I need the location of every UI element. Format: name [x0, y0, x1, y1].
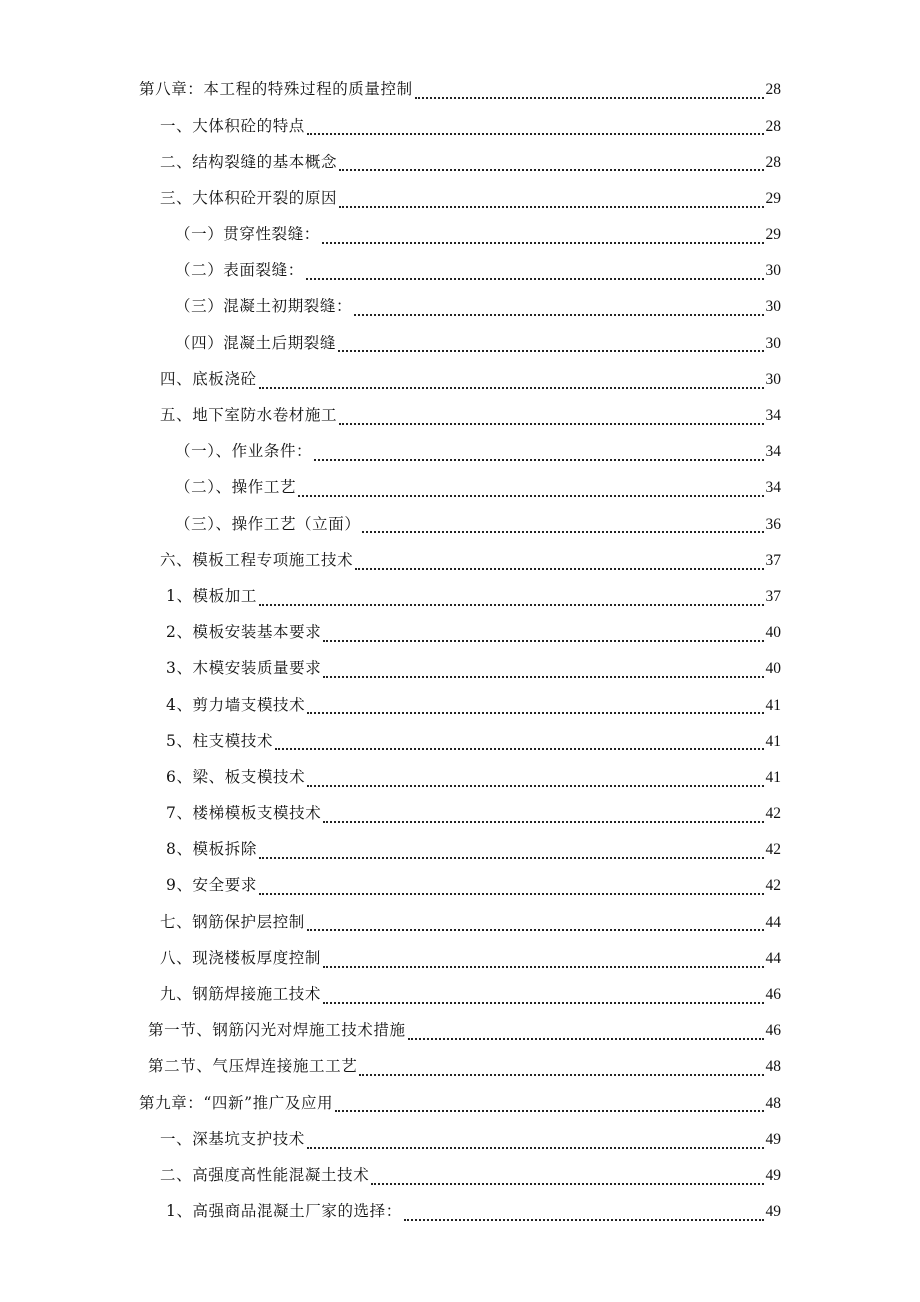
toc-entry[interactable]	[0, 470, 920, 506]
toc-entry[interactable]	[0, 615, 920, 651]
toc-entry-title: 八、现浇楼板厚度控制	[160, 948, 322, 967]
dot-leader	[307, 773, 763, 787]
table-of-contents	[0, 72, 920, 1230]
toc-entry-title: 6、梁、板支模技术	[166, 767, 306, 786]
dot-leader	[355, 556, 763, 570]
toc-entry[interactable]	[0, 579, 920, 615]
toc-entry-page-number: 30	[765, 370, 781, 388]
toc-entry[interactable]	[0, 904, 920, 940]
toc-entry-title: 第九章：“四新”推广及应用	[139, 1093, 334, 1112]
toc-entry-title: （一）贯穿性裂缝：	[175, 225, 320, 244]
dot-leader	[307, 121, 764, 135]
dot-leader	[359, 1062, 763, 1076]
toc-entry-title: （二）表面裂缝：	[175, 261, 304, 280]
toc-entry[interactable]	[0, 1158, 920, 1194]
dot-leader	[259, 375, 764, 389]
dot-leader	[298, 483, 763, 497]
dot-leader	[354, 302, 763, 316]
toc-entry[interactable]	[0, 868, 920, 904]
toc-entry-page-number: 30	[765, 262, 781, 280]
toc-entry-title: 3、木模安装质量要求	[166, 659, 322, 678]
toc-entry[interactable]	[0, 796, 920, 832]
toc-entry-page-number: 29	[765, 226, 781, 244]
toc-entry-title: （一）、作业条件：	[175, 442, 313, 461]
toc-entry-page-number: 30	[765, 298, 781, 316]
toc-entry-page-number: 46	[765, 986, 781, 1004]
toc-entry-page-number: 40	[765, 624, 781, 642]
toc-entry-page-number: 44	[765, 949, 781, 967]
toc-entry-title: 七、钢筋保护层控制	[160, 912, 305, 931]
toc-entry-page-number: 46	[765, 1022, 781, 1040]
toc-entry-title: 五、地下室防水卷材施工	[160, 406, 338, 425]
toc-entry-page-number: 48	[765, 1094, 781, 1112]
toc-entry-page-number: 28	[765, 117, 781, 135]
dot-leader	[306, 266, 764, 280]
toc-entry[interactable]	[0, 434, 920, 470]
dot-leader	[415, 85, 764, 99]
toc-entry-page-number: 44	[765, 913, 781, 931]
toc-entry[interactable]	[0, 941, 920, 977]
toc-entry-page-number: 41	[765, 732, 781, 750]
dot-leader	[323, 954, 763, 968]
toc-entry-title: 第八章：本工程的特殊过程的质量控制	[139, 80, 413, 99]
dot-leader	[259, 881, 764, 895]
dot-leader	[275, 736, 763, 750]
dot-leader	[408, 1026, 764, 1040]
toc-entry-page-number: 37	[765, 587, 781, 605]
toc-entry[interactable]	[0, 72, 920, 108]
dot-leader	[307, 917, 764, 931]
toc-entry-title: 9、安全要求	[166, 876, 257, 895]
toc-entry-page-number: 49	[765, 1130, 781, 1148]
toc-entry[interactable]	[0, 723, 920, 759]
toc-entry-page-number: 28	[765, 153, 781, 171]
toc-entry-page-number: 40	[765, 660, 781, 678]
toc-entry[interactable]	[0, 253, 920, 289]
toc-entry[interactable]	[0, 1013, 920, 1049]
toc-entry[interactable]	[0, 542, 920, 578]
toc-entry-title: （三）混凝土初期裂缝：	[175, 297, 353, 316]
dot-leader	[335, 1098, 763, 1112]
dot-leader	[323, 628, 763, 642]
toc-entry-title: 二、结构裂缝的基本概念	[160, 152, 338, 171]
toc-entry-title: 三、大体积砼开裂的原因	[160, 188, 338, 207]
toc-entry-page-number: 42	[765, 877, 781, 895]
toc-entry[interactable]	[0, 1085, 920, 1121]
toc-entry[interactable]	[0, 1121, 920, 1157]
dot-leader	[362, 519, 763, 533]
dot-leader	[259, 845, 764, 859]
toc-entry-page-number: 49	[765, 1203, 781, 1221]
dot-leader	[322, 230, 764, 244]
toc-entry-page-number: 42	[765, 841, 781, 859]
dot-leader	[259, 592, 764, 606]
toc-entry-title: 1、高强商品混凝土厂家的选择：	[166, 1202, 402, 1221]
dot-leader	[339, 157, 763, 171]
toc-entry-page-number: 48	[765, 1058, 781, 1076]
toc-entry[interactable]	[0, 181, 920, 217]
dot-leader	[371, 1171, 763, 1185]
toc-entry[interactable]	[0, 506, 920, 542]
toc-entry-title: 二、高强度高性能混凝土技术	[160, 1165, 370, 1184]
dot-leader	[339, 411, 763, 425]
dot-leader	[307, 700, 763, 714]
toc-entry[interactable]	[0, 108, 920, 144]
toc-entry-title: 5、柱支模技术	[166, 731, 274, 750]
toc-entry[interactable]	[0, 1049, 920, 1085]
toc-entry[interactable]	[0, 687, 920, 723]
toc-entry-title: 第二节、气压焊连接施工工艺	[148, 1057, 358, 1076]
toc-entry-title: 第一节、钢筋闪光对焊施工技术措施	[148, 1021, 406, 1040]
dot-leader	[339, 194, 763, 208]
toc-entry[interactable]	[0, 832, 920, 868]
toc-entry-page-number: 37	[765, 551, 781, 569]
toc-entry-page-number: 41	[765, 696, 781, 714]
toc-entry-page-number: 28	[765, 81, 781, 99]
dot-leader	[307, 1135, 764, 1149]
toc-entry[interactable]	[0, 144, 920, 180]
dot-leader	[404, 1207, 764, 1221]
toc-entry-title: 一、大体积砼的特点	[160, 116, 305, 135]
toc-entry-page-number: 34	[765, 479, 781, 497]
toc-entry-title: 1、模板加工	[166, 586, 257, 605]
toc-entry-title: 4、剪力墙支模技术	[166, 695, 306, 714]
toc-entry-title: 7、楼梯模板支模技术	[166, 804, 322, 823]
dot-leader	[323, 664, 763, 678]
toc-entry[interactable]	[0, 398, 920, 434]
toc-entry-title: （四）混凝土后期裂缝	[175, 333, 337, 352]
dot-leader	[323, 990, 763, 1004]
toc-entry-page-number: 34	[765, 407, 781, 425]
toc-entry-page-number: 49	[765, 1166, 781, 1184]
toc-entry-page-number: 42	[765, 805, 781, 823]
dot-leader	[338, 338, 763, 352]
toc-entry[interactable]	[0, 760, 920, 796]
toc-entry[interactable]	[0, 325, 920, 361]
toc-entry-title: 四、底板浇砼	[160, 369, 257, 388]
dot-leader	[314, 447, 763, 461]
toc-entry[interactable]	[0, 289, 920, 325]
toc-entry[interactable]	[0, 217, 920, 253]
toc-entry-title: （三）、操作工艺（立面）	[175, 514, 361, 533]
toc-entry-title: 六、模板工程专项施工技术	[160, 550, 354, 569]
toc-entry-title: 九、钢筋焊接施工技术	[160, 985, 322, 1004]
toc-entry[interactable]	[0, 977, 920, 1013]
toc-entry-title: 8、模板拆除	[166, 840, 257, 859]
toc-entry-page-number: 41	[765, 768, 781, 786]
toc-entry[interactable]	[0, 362, 920, 398]
toc-entry-title: 一、深基坑支护技术	[160, 1129, 305, 1148]
toc-entry-page-number: 29	[765, 189, 781, 207]
dot-leader	[323, 809, 763, 823]
toc-entry-title: （二）、操作工艺	[175, 478, 297, 497]
toc-entry[interactable]	[0, 651, 920, 687]
toc-entry-page-number: 30	[765, 334, 781, 352]
toc-entry[interactable]	[0, 1194, 920, 1230]
toc-entry-page-number: 36	[765, 515, 781, 533]
toc-entry-page-number: 34	[765, 443, 781, 461]
toc-entry-title: 2、模板安装基本要求	[166, 623, 322, 642]
